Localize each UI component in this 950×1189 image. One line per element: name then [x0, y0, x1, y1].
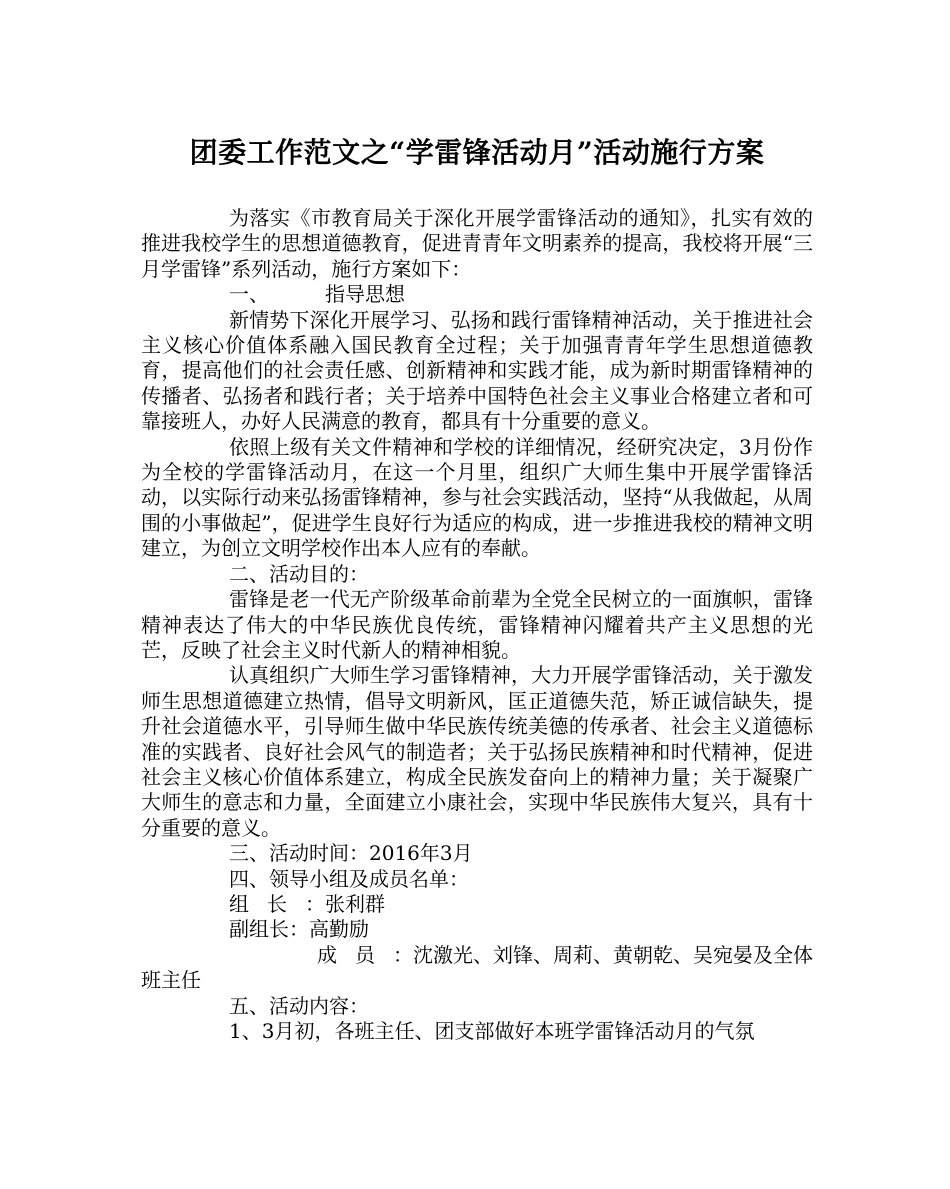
section5-item-1: 1、3月初，各班主任、团支部做好本班学雷锋活动月的气氛 — [229, 1019, 755, 1043]
section5-heading: 五、活动内容： — [229, 993, 369, 1018]
document-title: 团委工作范文之“学雷锋活动月”活动施行方案 — [189, 136, 765, 169]
section1-paragraph-1: 新情势下深化开展学习、弘扬和践行雷锋精神活动，关于推进社会主义核心价值体系融入国民教育全过程；关于加强青青年学生思想道德教育，提高他们的社会责任感、创新精神和实践才能，成为新时期雷锋精神的传播者、弘扬者和践行者；关于培养中国特色社会主义事业合格建立者和可靠接班人，办好人民满意的教育，都具有十分重要的意义。 — [141, 307, 813, 434]
section2-paragraph-1: 雷锋是老一代无产阶级革命前辈为全党全民树立的一面旗帜，雷锋精神表达了伟大的中华民族优良传统，雷锋精神闪耀着共产主义思想的光芒，反映了社会主义时代新人的精神相貌。 — [141, 587, 813, 662]
section1-title: 指导思想 — [325, 282, 405, 307]
section2-paragraph-2: 认真组织广大师生学习雷锋精神，大力开展学雷锋活动，关于激发师生思想道德建立热情，倡导文明新风，匡正道德失范，矫正诚信缺失，提升社会道德水平，引导师生做中华民族传统美德的传承者、社会主义道德标准的实践者、良好社会风气的制造者；关于弘扬民族精神和时代精神，促进社会主义核心价值体系建立，构成全民族发奋向上的精神力量；关于凝聚广大师生的意志和力量，全面建立小康社会，实现中华民族伟大复兴，具有十分重要的意义。 — [141, 663, 813, 840]
section4-heading: 四、领导小组及成员名单： — [229, 866, 469, 891]
document-body — [141, 206, 813, 1044]
member-names: ：沈激光、刘锋、周莉、黄朝乾、吴宛晏及全体班主任 — [141, 942, 813, 993]
member-label: 成员 — [317, 942, 393, 967]
section2-heading: 二、活动目的： — [229, 561, 369, 586]
deputy-label: 副组长 — [229, 917, 289, 942]
leader-name: ：张利群 — [305, 891, 385, 916]
section3-heading: 三、活动时间：2016年3月 — [229, 841, 473, 866]
section1-number: 一、 — [229, 282, 269, 307]
leader-label: 组长 — [229, 891, 305, 916]
section1-heading — [141, 282, 813, 307]
deputy-line — [141, 917, 813, 942]
section1-paragraph-2: 依照上级有关文件精神和学校的详细情况，经研究决定，3月份作为全校的学雷锋活动月，在这一个月里，组织广大师生集中开展学雷锋活动，以实际行动来弘扬雷锋精神，参与社会实践活动，坚持“从我做起，从周围的小事做起”，促进学生良好行为适应的构成，进一步推进我校的精神文明建立，为创立文明学校作出本人应有的奉献。 — [141, 434, 813, 561]
intro-paragraph: 为落实《市教育局关于深化开展学雷锋活动的通知》，扎实有效的推进我校学生的思想道德教育，促进青青年文明素养的提高，我校将开展“三月学雷锋”系列活动，施行方案如下： — [141, 206, 813, 281]
member-line — [141, 943, 813, 994]
leader-line — [141, 892, 813, 917]
deputy-name: ：高勤励 — [289, 917, 369, 942]
